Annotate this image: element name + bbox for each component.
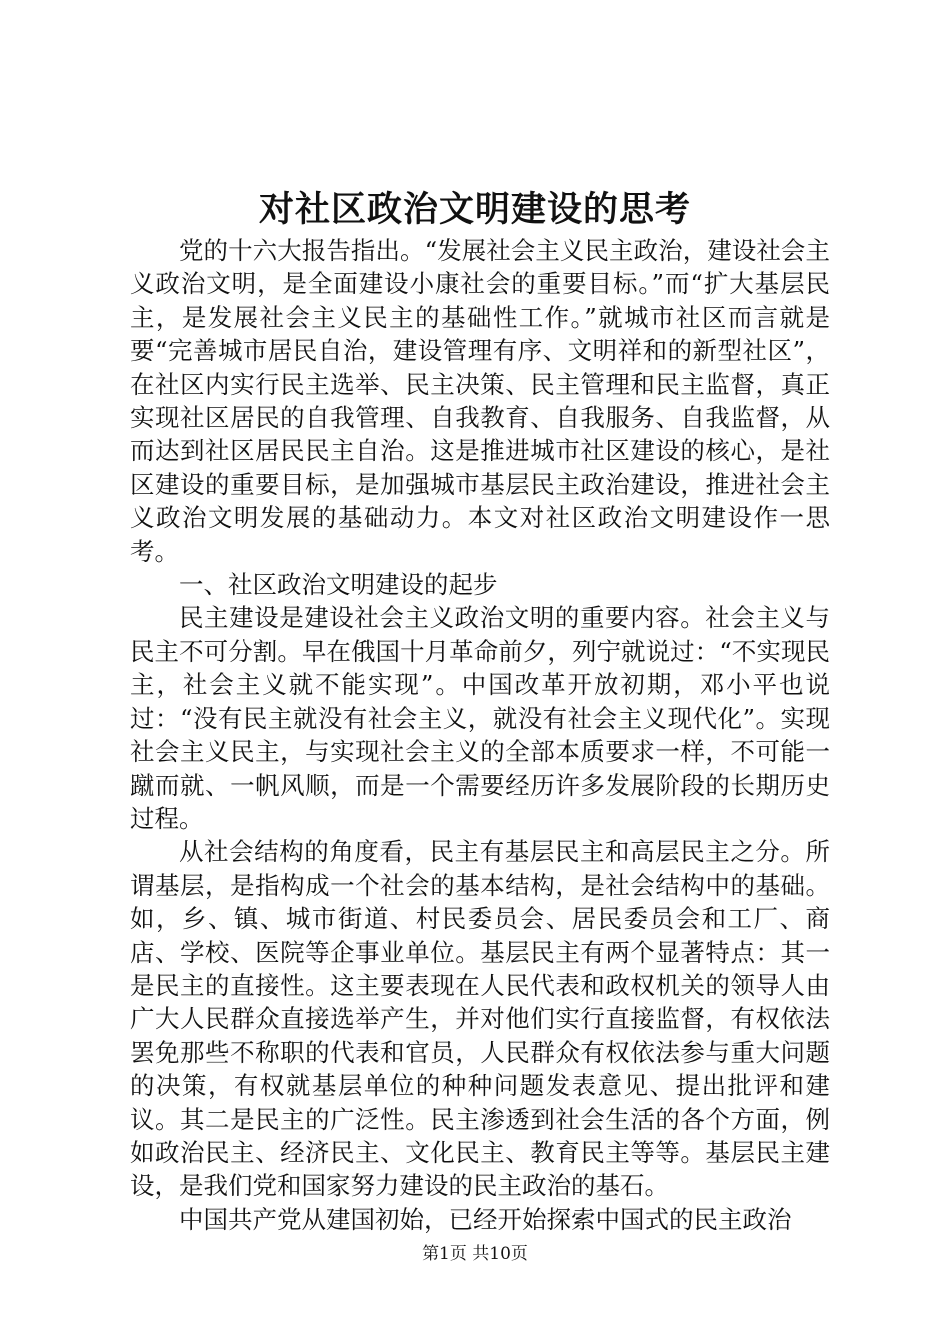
page-number-footer: 第1页 共10页 — [422, 1244, 528, 1264]
paragraph-intro: 党的十六大报告指出。“发展社会主义民主政治，建设社会主义政治文明，是全面建设小康社会的重要目标。”而“扩大基层民主，是发展社会主义民主的基础性工作。”就城市社区而言就是要“完善城市居民自治，建设管理有序、文明祥和的新型社区”，在社区内实行民主选举、民主决策、民主管理和民主监督，真正实现社区居民的自我管理、自我教育、自我服务、自我监督，从而达到社区居民民主自治。这是推进城市社区建设的核心，是社区建设的重要目标，是加强城市基层民主政治建设，推进社会主义政治文明发展的基础动力。本文对社区政治文明建设作一思考。 — [130, 236, 830, 566]
paragraph-democracy: 民主建设是建设社会主义政治文明的重要内容。社会主义与民主不可分割。早在俄国十月革命前夕，列宁就说过：“不实现民主，社会主义就不能实现”。中国改革开放初期，邓小平也说过：“没有民主就没有社会主义，就没有社会主义现代化”。实现社会主义民主，与实现社会主义的全部本质要求一样，不可能一蹴而就、一帆风顺，而是一个需要经历许多发展阶段的长期历史过程。 — [130, 603, 830, 833]
paragraph-social-structure: 从社会结构的角度看，民主有基层民主和高层民主之分。所谓基层，是指构成一个社会的基本结构，是社会结构中的基础。如，乡、镇、城市街道、村民委员会、居民委员会和工厂、商店、学校、医院等企事业单位。基层民主有两个显著特点：其一是民主的直接性。这主要表现在人民代表和政权机关的领导人由广大人民群众直接选举产生，并对他们实行直接监督，有权依法罢免那些不称职的代表和官员，人民群众有权依法参与重大问题的决策，有权就基层单位的种种问题发表意见、提出批评和建议。其二是民主的广泛性。民主渗透到社会生活的各个方面，例如政治民主、经济民主、文化民主、教育民主等等。基层民主建设，是我们党和国家努力建设的民主政治的基石。 — [130, 837, 830, 1201]
section-heading: 一、社区政治文明建设的起步 — [179, 570, 498, 600]
document-body — [130, 234, 830, 1236]
paragraph-ccp: 中国共产党从建国初始，已经开始探索中国式的民主政治 — [179, 1204, 792, 1234]
document-title: 对社区政治文明建设的思考 — [258, 189, 691, 230]
